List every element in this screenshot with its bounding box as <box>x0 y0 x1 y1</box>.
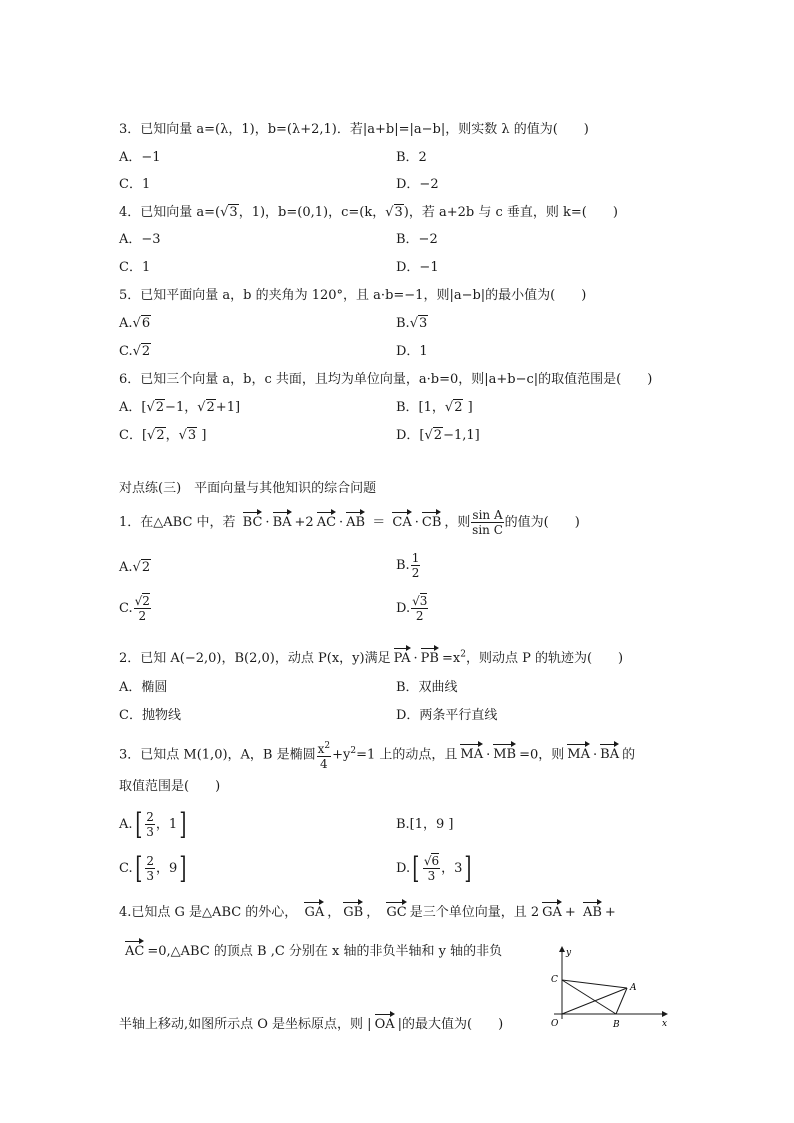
segment-ca <box>562 980 627 988</box>
q3-option-c: C．1 <box>119 177 151 192</box>
s2-option-d: D．两条平行直线 <box>396 708 498 723</box>
q5-option-c: C.√2 <box>119 344 151 359</box>
label-o: O <box>551 1019 559 1029</box>
q6-stem: 6．已知三个向量 a，b，c 共面，且均为单位向量，a·b=0，则|a+b−c|的取值范围是( ) <box>119 372 653 387</box>
q5-option-d: D．1 <box>396 344 428 359</box>
label-c: C <box>551 975 558 985</box>
q3-stem: 3．已知向量 a=(λ，1)，b=(λ+2,1)．若|a+b|=|a−b|，则实数 λ 的值为( ) <box>119 122 589 137</box>
s3-stem: 3．已知点 M(1,0)，A，B 是椭圆 $\frac{x^2}{4}$ $+y^2=1$ 上的动点，且 MA · MB =0，则 MA · BA 的 <box>119 740 636 771</box>
s2-option-b: B．双曲线 <box>396 680 458 695</box>
q5-option-b: B.√3 <box>396 316 428 331</box>
q6-option-d: D．[√2−1,1] <box>396 428 480 443</box>
segment-cb <box>562 980 616 1014</box>
q6-option-c: C．[√2，√3 ] <box>119 428 207 443</box>
q3-option-a: A．−1 <box>119 150 161 165</box>
s3-option-a: A.[ $\frac{2}{3}$ ，1] <box>119 806 187 842</box>
s1-option-b: B. $\frac{1}{2}$ <box>396 551 420 580</box>
q5-stem: 5．已知平面向量 a，b 的夹角为 120°，且 a·b=−1，则|a−b|的最小值为( ) <box>119 288 587 303</box>
q5-option-a: A.√6 <box>119 316 151 331</box>
s4-stem-line2: AC =0,△ABC 的顶点 B ,C 分别在 x 轴的非负半轴和 y 轴的非负 <box>119 938 502 964</box>
s3-option-b: B.[1，9 ] <box>396 817 454 832</box>
s2-option-c: C．抛物线 <box>119 708 181 723</box>
y-axis-arrow-icon <box>559 946 565 952</box>
q3-option-b: B．2 <box>396 150 427 165</box>
q4-option-d: D．−1 <box>396 260 439 275</box>
q4-stem: 4．已知向量 a=(√3，1)，b=(0,1)，c=(k，√3)，若 a+2b 与 c 垂直，则 k=( ) <box>119 205 618 220</box>
s2-option-a: A．椭圆 <box>119 680 168 695</box>
q4-option-a: A．−3 <box>119 232 161 247</box>
s1-option-c: C. $\frac{√2}{2}$ <box>119 594 150 623</box>
s3-option-d: D.[ $\frac{√6}{3}$ ，3] <box>396 850 472 886</box>
label-y: y <box>566 948 572 958</box>
q6-option-a: A．[√2−1，√2+1] <box>119 400 241 415</box>
label-a: A <box>630 983 637 993</box>
q4-option-c: C．1 <box>119 260 151 275</box>
s3-option-c: C.[ $\frac{2}{3}$ ，9] <box>119 850 187 886</box>
s1-option-a: A.√2 <box>119 560 151 575</box>
q6-option-b: B．[1，√2 ] <box>396 400 473 415</box>
q3-option-d: D．−2 <box>396 177 439 192</box>
s4-stem: 4.已知点 G 是△ABC 的外心， GA ， GB ， GC 是三个单位向量，且 2 GA + AB + <box>119 899 616 925</box>
label-b: B <box>613 1020 620 1030</box>
s1-option-d: D. $\frac{√3}{2}$ <box>396 594 428 623</box>
q4-option-b: B．−2 <box>396 232 438 247</box>
label-x: x <box>662 1019 668 1029</box>
s2-stem: 2．已知 A(−2,0)，B(2,0)，动点 P(x，y)满足 PA · PB $=x^2$，则动点 P 的轨迹为( ) <box>119 645 623 668</box>
section-title: 对点练(三) 平面向量与其他知识的综合问题 <box>119 481 377 496</box>
s4-stem-line3: 半轴上移动,如图所示点 O 是坐标原点，则 | OA |的最大值为( ) <box>119 1011 503 1037</box>
triangle-coordinate-figure <box>540 946 672 1030</box>
x-axis-arrow-icon <box>662 1011 668 1017</box>
s1-stem: 1．在△ABC 中，若 BC · BA +2 AC · AB ＝ CA · CB ，则 $\frac{\text{sin A}}{\text{sin C}}$ 的值为( ) <box>119 508 580 537</box>
s3-stem-line2: 取值范围是( ) <box>119 779 221 794</box>
